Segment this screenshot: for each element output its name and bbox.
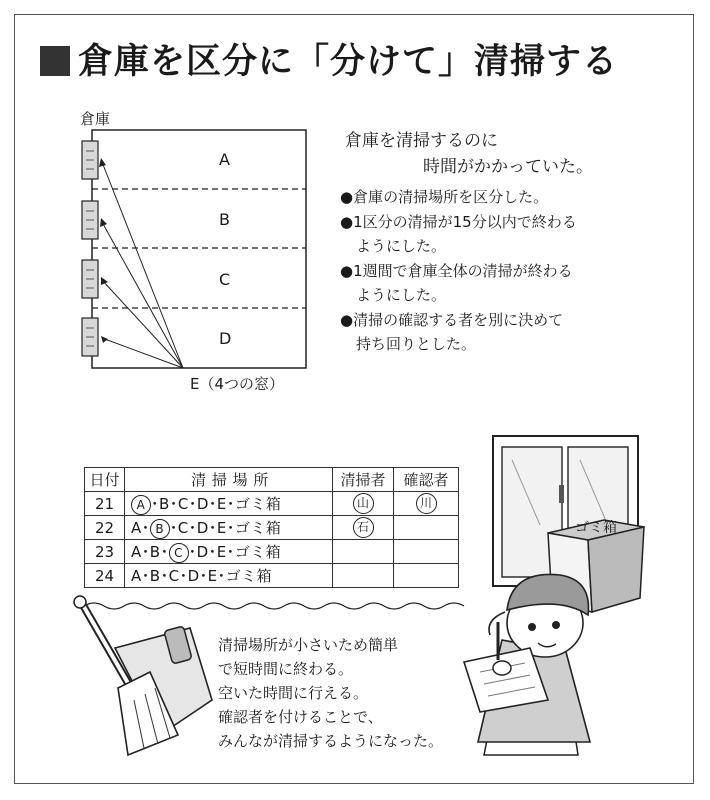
bin-label: ゴミ箱 (575, 520, 617, 536)
area-item: E (207, 567, 218, 585)
area-item: ゴミ箱 (234, 542, 282, 561)
table-row (85, 492, 459, 516)
section-label-c: C (219, 270, 231, 289)
row-area: A･B･C･D･E･ゴミ箱 (125, 564, 333, 588)
table-row (85, 564, 459, 588)
measure-item: ●1区分の清掃が15分以内で終わる (340, 212, 577, 231)
pointer-arrows (102, 162, 183, 368)
row-date: 21 (85, 492, 125, 516)
section-label-b: B (219, 210, 230, 229)
result-line: 確認者を付けることで、 (218, 708, 383, 726)
area-item: A (131, 567, 142, 585)
area-item: E (216, 518, 227, 537)
warehouse-label: 倉庫 (80, 110, 111, 128)
row-checker (394, 564, 459, 588)
header-cleaner: 清掃者 (333, 468, 394, 492)
row-area: A ･B･C･D･E･ゴミ箱 (125, 492, 333, 516)
area-item: B (149, 542, 161, 561)
area-item: ゴミ箱 (234, 494, 282, 513)
area-item: C (168, 567, 180, 585)
area-item: D (196, 494, 209, 513)
row-date: 24 (85, 564, 125, 588)
measures-list (340, 185, 577, 357)
section-label-d: D (219, 329, 232, 348)
area-item: D (196, 542, 209, 561)
row-cleaner-stamp: 山 (353, 493, 374, 514)
result-line: みんなが清掃するようになった。 (218, 732, 444, 750)
area-item: D (187, 567, 200, 585)
table-row (85, 516, 459, 540)
area-item: A (131, 542, 142, 561)
row-date: 22 (85, 516, 125, 540)
circled-area-mark: C (169, 543, 189, 563)
area-item: D (196, 518, 209, 537)
row-area: A･ B ･C･D･E･ゴミ箱 (125, 516, 333, 540)
row-cleaner (333, 540, 394, 564)
broom-dustpan-illustration (74, 596, 212, 755)
row-cleaner-stamp: 石 (353, 517, 374, 538)
cleaning-log-table (84, 467, 459, 588)
area-item: ゴミ箱 (225, 567, 273, 585)
row-date: 23 (85, 540, 125, 564)
header-checker: 確認者 (394, 468, 459, 492)
area-item: ゴミ箱 (234, 518, 282, 537)
row-checker (394, 516, 459, 540)
result-text (218, 633, 443, 753)
row-cleaner (333, 492, 394, 516)
result-line: で短時間に終わる。 (218, 660, 354, 678)
intro-line: 倉庫を清掃するのに (345, 131, 498, 151)
row-area: A･B･ C ･D･E･ゴミ箱 (125, 540, 333, 564)
measure-item-cont: ようにした。 (356, 286, 447, 304)
area-item: E (216, 542, 227, 561)
measure-item: ●清掃の確認する者を別に決めて (340, 310, 564, 329)
area-item: C (177, 494, 189, 513)
measure-item: ●1週間で倉庫全体の清掃が終わる (340, 261, 573, 280)
row-checker (394, 540, 459, 564)
table-row (85, 540, 459, 564)
area-item: A (131, 518, 142, 537)
windows-label: E（4つの窓） (190, 375, 285, 393)
table-torn-edge (84, 603, 464, 609)
header-area: 清 掃 場 所 (125, 468, 333, 492)
result-line: 空いた時間に行える。 (218, 684, 369, 702)
measure-item: ●倉庫の清掃場所を区分した。 (340, 188, 549, 206)
area-item: B (159, 494, 170, 513)
intro-text (345, 128, 593, 180)
area-item: C (177, 518, 189, 537)
result-line: 清掃場所が小さいため簡単 (218, 636, 399, 654)
circled-area-mark: A (131, 495, 151, 515)
row-checker (394, 492, 459, 516)
area-item: E (216, 494, 227, 513)
warehouse-outline (92, 130, 306, 368)
intro-line: 時間がかかっていた。 (423, 157, 593, 177)
title-text: 倉庫を区分に「分けて」清掃する (78, 42, 619, 82)
row-checker-stamp: 川 (416, 493, 437, 514)
measure-item-cont: 持ち回りとした。 (356, 335, 477, 353)
circled-area-mark: B (150, 519, 170, 539)
header-date: 日付 (85, 468, 125, 492)
row-cleaner (333, 564, 394, 588)
measure-item-cont: ようにした。 (356, 237, 447, 255)
area-item: B (149, 567, 161, 585)
inspector-illustration (464, 574, 590, 755)
section-label-a: A (219, 150, 230, 169)
row-cleaner (333, 516, 394, 540)
table-header-row (85, 468, 459, 492)
